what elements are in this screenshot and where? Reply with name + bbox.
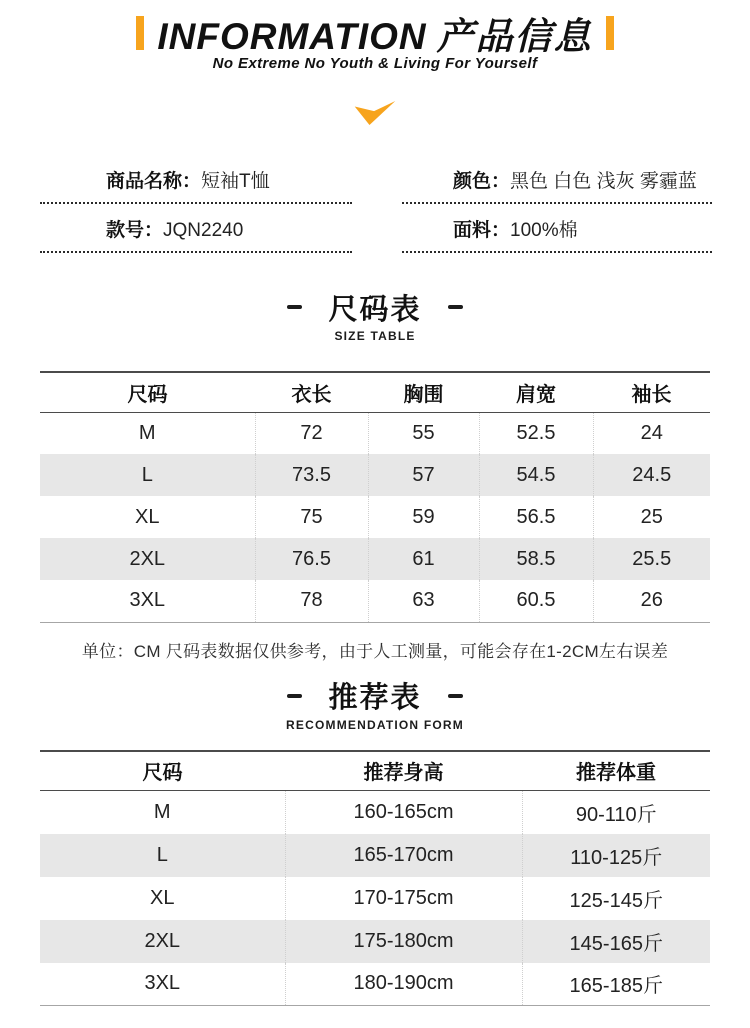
table-cell: 72 [255, 412, 368, 454]
info-label: 款号： [106, 220, 164, 241]
table-cell: 55 [368, 412, 479, 454]
table-cell: 170-175cm [285, 877, 522, 920]
info-item-style-number [40, 220, 352, 253]
table-cell: 110-125斤 [522, 834, 710, 877]
table-cell: 25.5 [593, 538, 710, 580]
table-cell: 25 [593, 496, 710, 538]
table-cell: 75 [255, 496, 368, 538]
header-subtitle: No Extreme No Youth & Living For Yourself [212, 55, 538, 72]
table-row [40, 920, 710, 963]
table-header-cell: 尺码 [40, 751, 285, 791]
table-cell: 59 [368, 496, 479, 538]
table-cell: 60.5 [479, 580, 593, 622]
table-row [40, 877, 710, 920]
header [0, 14, 750, 72]
info-item-product-name [40, 171, 352, 204]
info-value: 100%棉 [510, 220, 578, 241]
table-cell: 175-180cm [285, 920, 522, 963]
table-cell: 24 [593, 412, 710, 454]
table-cell: 58.5 [479, 538, 593, 580]
info-value: JQN2240 [163, 220, 244, 241]
page-title-zh: 产品信息 [436, 16, 593, 57]
table-cell: 160-165cm [285, 791, 522, 834]
table-header-cell: 衣长 [255, 372, 368, 412]
table-cell: 165-185斤 [522, 963, 710, 1006]
info-label: 面料： [453, 220, 511, 241]
table-header-cell: 推荐身高 [285, 751, 522, 791]
table-row [40, 538, 710, 580]
dash-left-icon [287, 305, 302, 309]
table-cell: 26 [593, 580, 710, 622]
table-header-cell: 袖长 [593, 372, 710, 412]
table-cell: M [138, 421, 156, 444]
recommendation-table [40, 750, 710, 1007]
chevron-down-icon [354, 101, 396, 125]
recommendation-table-title: 推荐表 [328, 682, 422, 714]
table-row [40, 496, 710, 538]
size-table-subtitle: SIZE TABLE [334, 329, 416, 343]
info-value: 短袖T恤 [201, 171, 270, 192]
table-header-cell: 推荐体重 [522, 751, 710, 791]
table-row [40, 580, 710, 622]
size-table-title-row [0, 289, 750, 325]
dash-right-icon [448, 694, 463, 698]
table-cell: 54.5 [479, 454, 593, 496]
table-row [40, 791, 710, 834]
table-row [40, 963, 710, 1006]
table-cell: 63 [368, 580, 479, 622]
size-table-title: 尺码表 [328, 293, 422, 326]
table-row [40, 834, 710, 877]
table-cell: L [156, 843, 168, 866]
table-cell: 78 [255, 580, 368, 622]
size-table-section-head [0, 289, 750, 343]
table-cell: 3XL [40, 580, 255, 622]
table-cell: 165-170cm [285, 834, 522, 877]
table-cell: 76.5 [255, 538, 368, 580]
table-header-cell: 肩宽 [479, 372, 593, 412]
size-table-note: 单位：CM 尺码表数据仅供参考，由于人工测量，可能会存在1-2CM左右误差 [81, 641, 669, 661]
table-cell: M [153, 800, 171, 823]
table-cell: 125-145斤 [522, 877, 710, 920]
chevron-wrap [0, 101, 750, 125]
info-value: 黑色 白色 浅灰 雾霾蓝 [510, 171, 697, 192]
recommendation-table-subtitle: RECOMMENDATION FORM [286, 717, 464, 732]
table-cell: L [141, 463, 153, 486]
product-info-section [40, 171, 712, 253]
dash-left-icon [287, 694, 302, 698]
table-cell: 2XL [144, 929, 181, 952]
table-row [40, 454, 710, 496]
table-cell: 3XL [40, 963, 285, 1006]
table-cell: 145-165斤 [522, 920, 710, 963]
size-table [40, 371, 710, 623]
table-cell: 73.5 [255, 454, 368, 496]
table-cell: 2XL [129, 547, 166, 570]
table-cell: 61 [368, 538, 479, 580]
table-cell: 52.5 [479, 412, 593, 454]
table-header-cell: 尺码 [40, 372, 255, 412]
table-cell: 24.5 [593, 454, 710, 496]
recommendation-section-head [0, 678, 750, 732]
table-cell: 57 [368, 454, 479, 496]
dash-right-icon [448, 305, 463, 309]
page-title [157, 6, 592, 60]
table-row [40, 412, 710, 454]
table-header-cell: 胸围 [368, 372, 479, 412]
table-cell: 180-190cm [285, 963, 522, 1006]
table-header-row [40, 751, 710, 791]
accent-bar-left-icon [136, 16, 144, 50]
table-cell: 56.5 [479, 496, 593, 538]
recommendation-title-row [0, 678, 750, 714]
header-title-row [0, 14, 750, 57]
page-title-en: INFORMATION [157, 16, 427, 57]
info-label: 颜色： [453, 171, 511, 192]
info-item-color [402, 171, 712, 204]
table-cell: 90-110斤 [522, 791, 710, 834]
table-header-row [40, 372, 710, 412]
table-cell: XL [135, 505, 160, 528]
info-label: 商品名称： [106, 171, 202, 192]
accent-bar-right-icon [606, 16, 614, 50]
table-cell: XL [150, 886, 175, 909]
info-item-fabric [402, 220, 712, 253]
